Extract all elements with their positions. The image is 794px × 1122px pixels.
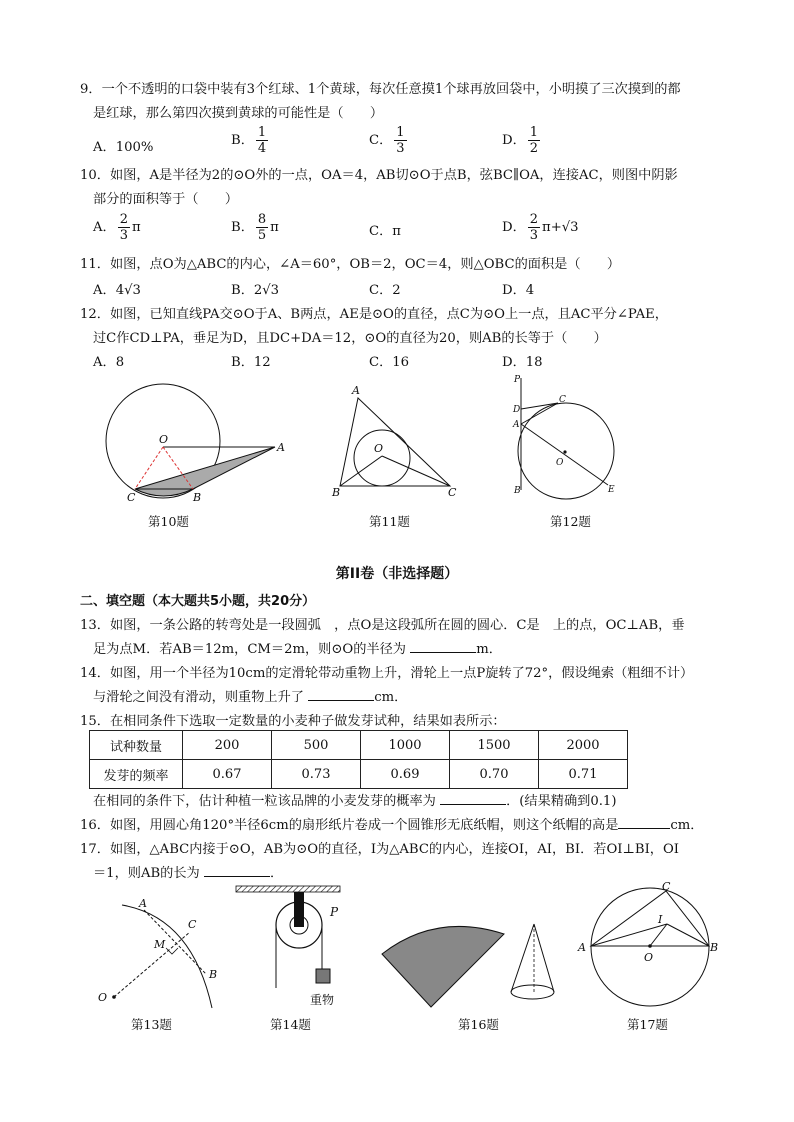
figure-12	[512, 372, 642, 502]
fig17-caption: 第17题	[627, 1017, 668, 1032]
fig11-label-A: A	[352, 384, 360, 397]
table-cell: 0.67	[183, 760, 272, 789]
fig17-AI	[591, 924, 667, 946]
fig13-label-M: M	[154, 938, 166, 951]
q16-answer-blank[interactable]	[618, 816, 670, 829]
q16-stem-line1: 16．如图，用圆心角120°半径6cm的扇形纸片卷成一个圆锥形无底纸帽，则这个纸帽的高是 cm．	[80, 818, 704, 833]
q17-stem-line1: 17．如图，△ABC内接于⊙O，AB为⊙O的直径，I为△ABC的内心，连接OI，AI，BI．若OI⊥BI，OI	[80, 842, 679, 857]
fig12-center-dot	[563, 450, 566, 453]
table-cell: 0.69	[361, 760, 450, 789]
q14-stem-line2: 与滑轮之间没有滑动，则重物上升了 cm．	[93, 690, 408, 705]
fig10-label-B: B	[193, 491, 202, 504]
fig13-caption: 第13题	[131, 1017, 172, 1032]
fig10-shaded-region	[135, 447, 275, 489]
fig17-triangle	[591, 891, 709, 946]
q13-stem-line2: 足为点M．若AB＝12m，CM＝2m，则⊙O的半径为 m．	[93, 642, 502, 657]
fig13-arc	[122, 905, 212, 1008]
table-header-cell: 试种数量	[90, 731, 183, 760]
q17-answer-blank[interactable]	[204, 864, 270, 877]
fig13-label-O: O	[98, 991, 108, 1004]
fig17-label-B: B	[710, 941, 719, 954]
fig11-caption: 第11题	[369, 514, 410, 529]
table-row	[90, 731, 628, 760]
q9-option-a: A．100%	[93, 140, 154, 155]
table-cell: 0.73	[272, 760, 361, 789]
q10-option-a: A． $\frac{2}{3}$ π	[93, 212, 141, 243]
table-row	[90, 760, 628, 789]
q14-answer-blank[interactable]	[308, 688, 374, 701]
figure-11	[328, 382, 468, 502]
q12-stem-line2: 过C作CD⊥PA，垂足为D，且DC+DA＝12，⊙O的直径为20，则AB的长等于（ ）	[93, 331, 607, 346]
table-cell: 200	[183, 731, 272, 760]
fig12-label-E: E	[608, 485, 615, 495]
figure-10	[105, 385, 305, 505]
part-2-title: 二、填空题（本大题共5小题，共20分）	[80, 594, 316, 609]
q11-stem-line1: 11．如图，点O为△ABC的内心，∠A＝60°，OB＝2，OC＝4，则△OBC的面积是（ ）	[80, 257, 621, 272]
fig17-label-C: C	[662, 880, 671, 893]
q14-stem-line1: 14．如图，用一个半径为10cm的定滑轮带动重物上升，滑轮上一点P旋转了72°，假设绳索（粗细不计）	[80, 666, 694, 681]
section-2-title: 第II卷（非选择题）	[335, 566, 459, 582]
fig14-pulley-bracket	[294, 892, 304, 927]
q11-option-d: D．4	[502, 283, 535, 298]
q12-option-c: C．16	[369, 355, 410, 370]
fig11-label-O: O	[374, 442, 384, 455]
q9-option-c: C． $\frac{1}{3}$	[369, 125, 405, 156]
q12-option-a: A．8	[93, 355, 125, 370]
fig17-label-I: I	[658, 913, 663, 926]
q9-stem-line1: 9．一个不透明的口袋中装有3个红球、1个黄球，每次任意摸1个球再放回袋中，小明摸了三次摸到的都	[80, 82, 681, 97]
fig11-label-B: B	[332, 486, 341, 499]
fig12-label-D: D	[513, 405, 521, 415]
q12-option-b: B．12	[231, 355, 271, 370]
q10-option-c: C．π	[369, 224, 401, 239]
q15-data-table	[89, 730, 628, 789]
q13-stem-line1: 13．如图，一条公路的转弯处是一段圆弧 ，点O是这段弧所在圆的圆心．C是 上的点，OC⊥AB，垂	[80, 618, 685, 633]
table-cell: 0.71	[539, 760, 628, 789]
fig12-caption: 第12题	[550, 514, 591, 529]
fig14-label-weight: 重物	[310, 993, 335, 1007]
fig11-OC	[382, 456, 450, 486]
q15-answer-blank[interactable]	[440, 792, 506, 805]
figure-14	[236, 886, 346, 1011]
fig12-AE	[521, 424, 608, 485]
fig10-label-C: C	[127, 491, 136, 504]
q10-stem-line1: 10．如图，A是半径为2的⊙O外的一点，OA＝4，AB切⊙O于点B，弦BC∥OA，连接AC，则图中阴影	[80, 168, 678, 183]
fig10-label-A: A	[277, 441, 285, 454]
table-cell: 0.70	[450, 760, 539, 789]
fig16-caption: 第16题	[458, 1017, 499, 1032]
table-cell: 2000	[539, 731, 628, 760]
fig17-center-dot	[648, 944, 652, 948]
fig16-cone-outline	[511, 924, 554, 992]
fig12-label-O: O	[556, 458, 564, 468]
fig14-ceiling	[236, 886, 340, 892]
fig11-label-C: C	[448, 486, 457, 499]
q17-stem-line2: ＝1，则AB的长为 ．	[93, 866, 284, 881]
fig12-label-A: A	[513, 420, 520, 430]
fig13-label-B: B	[209, 968, 218, 981]
q13-answer-blank[interactable]	[410, 640, 476, 653]
q9-option-b: B． $\frac{1}{4}$	[231, 125, 267, 156]
fig13-label-A: A	[139, 897, 147, 910]
fig17-label-O: O	[644, 951, 654, 964]
q11-option-c: C．2	[369, 283, 401, 298]
figure-16	[376, 912, 576, 1012]
fig11-triangle	[340, 398, 450, 486]
table-cell: 1000	[361, 731, 450, 760]
fig12-label-P: P	[514, 375, 521, 385]
q11-option-b: B．2√3	[231, 283, 280, 298]
q9-stem-line2: 是红球，那么第四次摸到黄球的可能性是（ ）	[93, 106, 384, 121]
figure-17	[576, 880, 719, 1007]
fig12-label-B: B	[514, 486, 521, 496]
fig10-caption: 第10题	[148, 514, 189, 529]
fig17-label-A: A	[578, 941, 586, 954]
q10-stem-line2: 部分的面积等于（ ）	[93, 192, 239, 207]
fig14-weight-block	[316, 969, 330, 983]
q12-option-d: D．18	[502, 355, 543, 370]
fig13-label-C: C	[188, 918, 197, 931]
table-header-cell: 发芽的频率	[90, 760, 183, 789]
fig16-sector	[382, 926, 504, 1007]
fig17-OI	[650, 924, 667, 946]
q10-option-b: B． $\frac{8}{5}$ π	[231, 212, 279, 243]
q10-option-d: D． $\frac{2}{3}$ π+√3	[502, 212, 579, 243]
table-cell: 500	[272, 731, 361, 760]
table-cell: 1500	[450, 731, 539, 760]
q15-stem-line2: 在相同的条件下，估计种植一粒该品牌的小麦发芽的概率为 ．(结果精确到0.1)	[93, 794, 617, 809]
fig13-center-dot	[112, 995, 116, 999]
q9-option-d: D． $\frac{1}{2}$	[502, 125, 539, 156]
fig14-label-P: P	[330, 905, 339, 919]
fig13-OC	[114, 932, 190, 997]
fig14-caption: 第14题	[270, 1017, 311, 1032]
fig11-OB	[340, 456, 382, 486]
fig16-cone-base	[511, 985, 554, 999]
q12-stem-line1: 12．如图，已知直线PA交⊙O于A、B两点，AE是⊙O的直径，点C为⊙O上一点，且AC平分∠PAE，	[80, 307, 668, 322]
figure-13	[92, 892, 222, 1012]
fig11-incircle	[354, 430, 410, 486]
q11-option-a: A．4√3	[93, 283, 141, 298]
fig12-label-C: C	[559, 395, 566, 405]
fig10-label-O: O	[159, 433, 169, 446]
fig17-BI	[667, 924, 709, 946]
q15-stem-line1: 15．在相同条件下选取一定数量的小麦种子做发芽试种，结果如表所示：	[80, 714, 506, 729]
